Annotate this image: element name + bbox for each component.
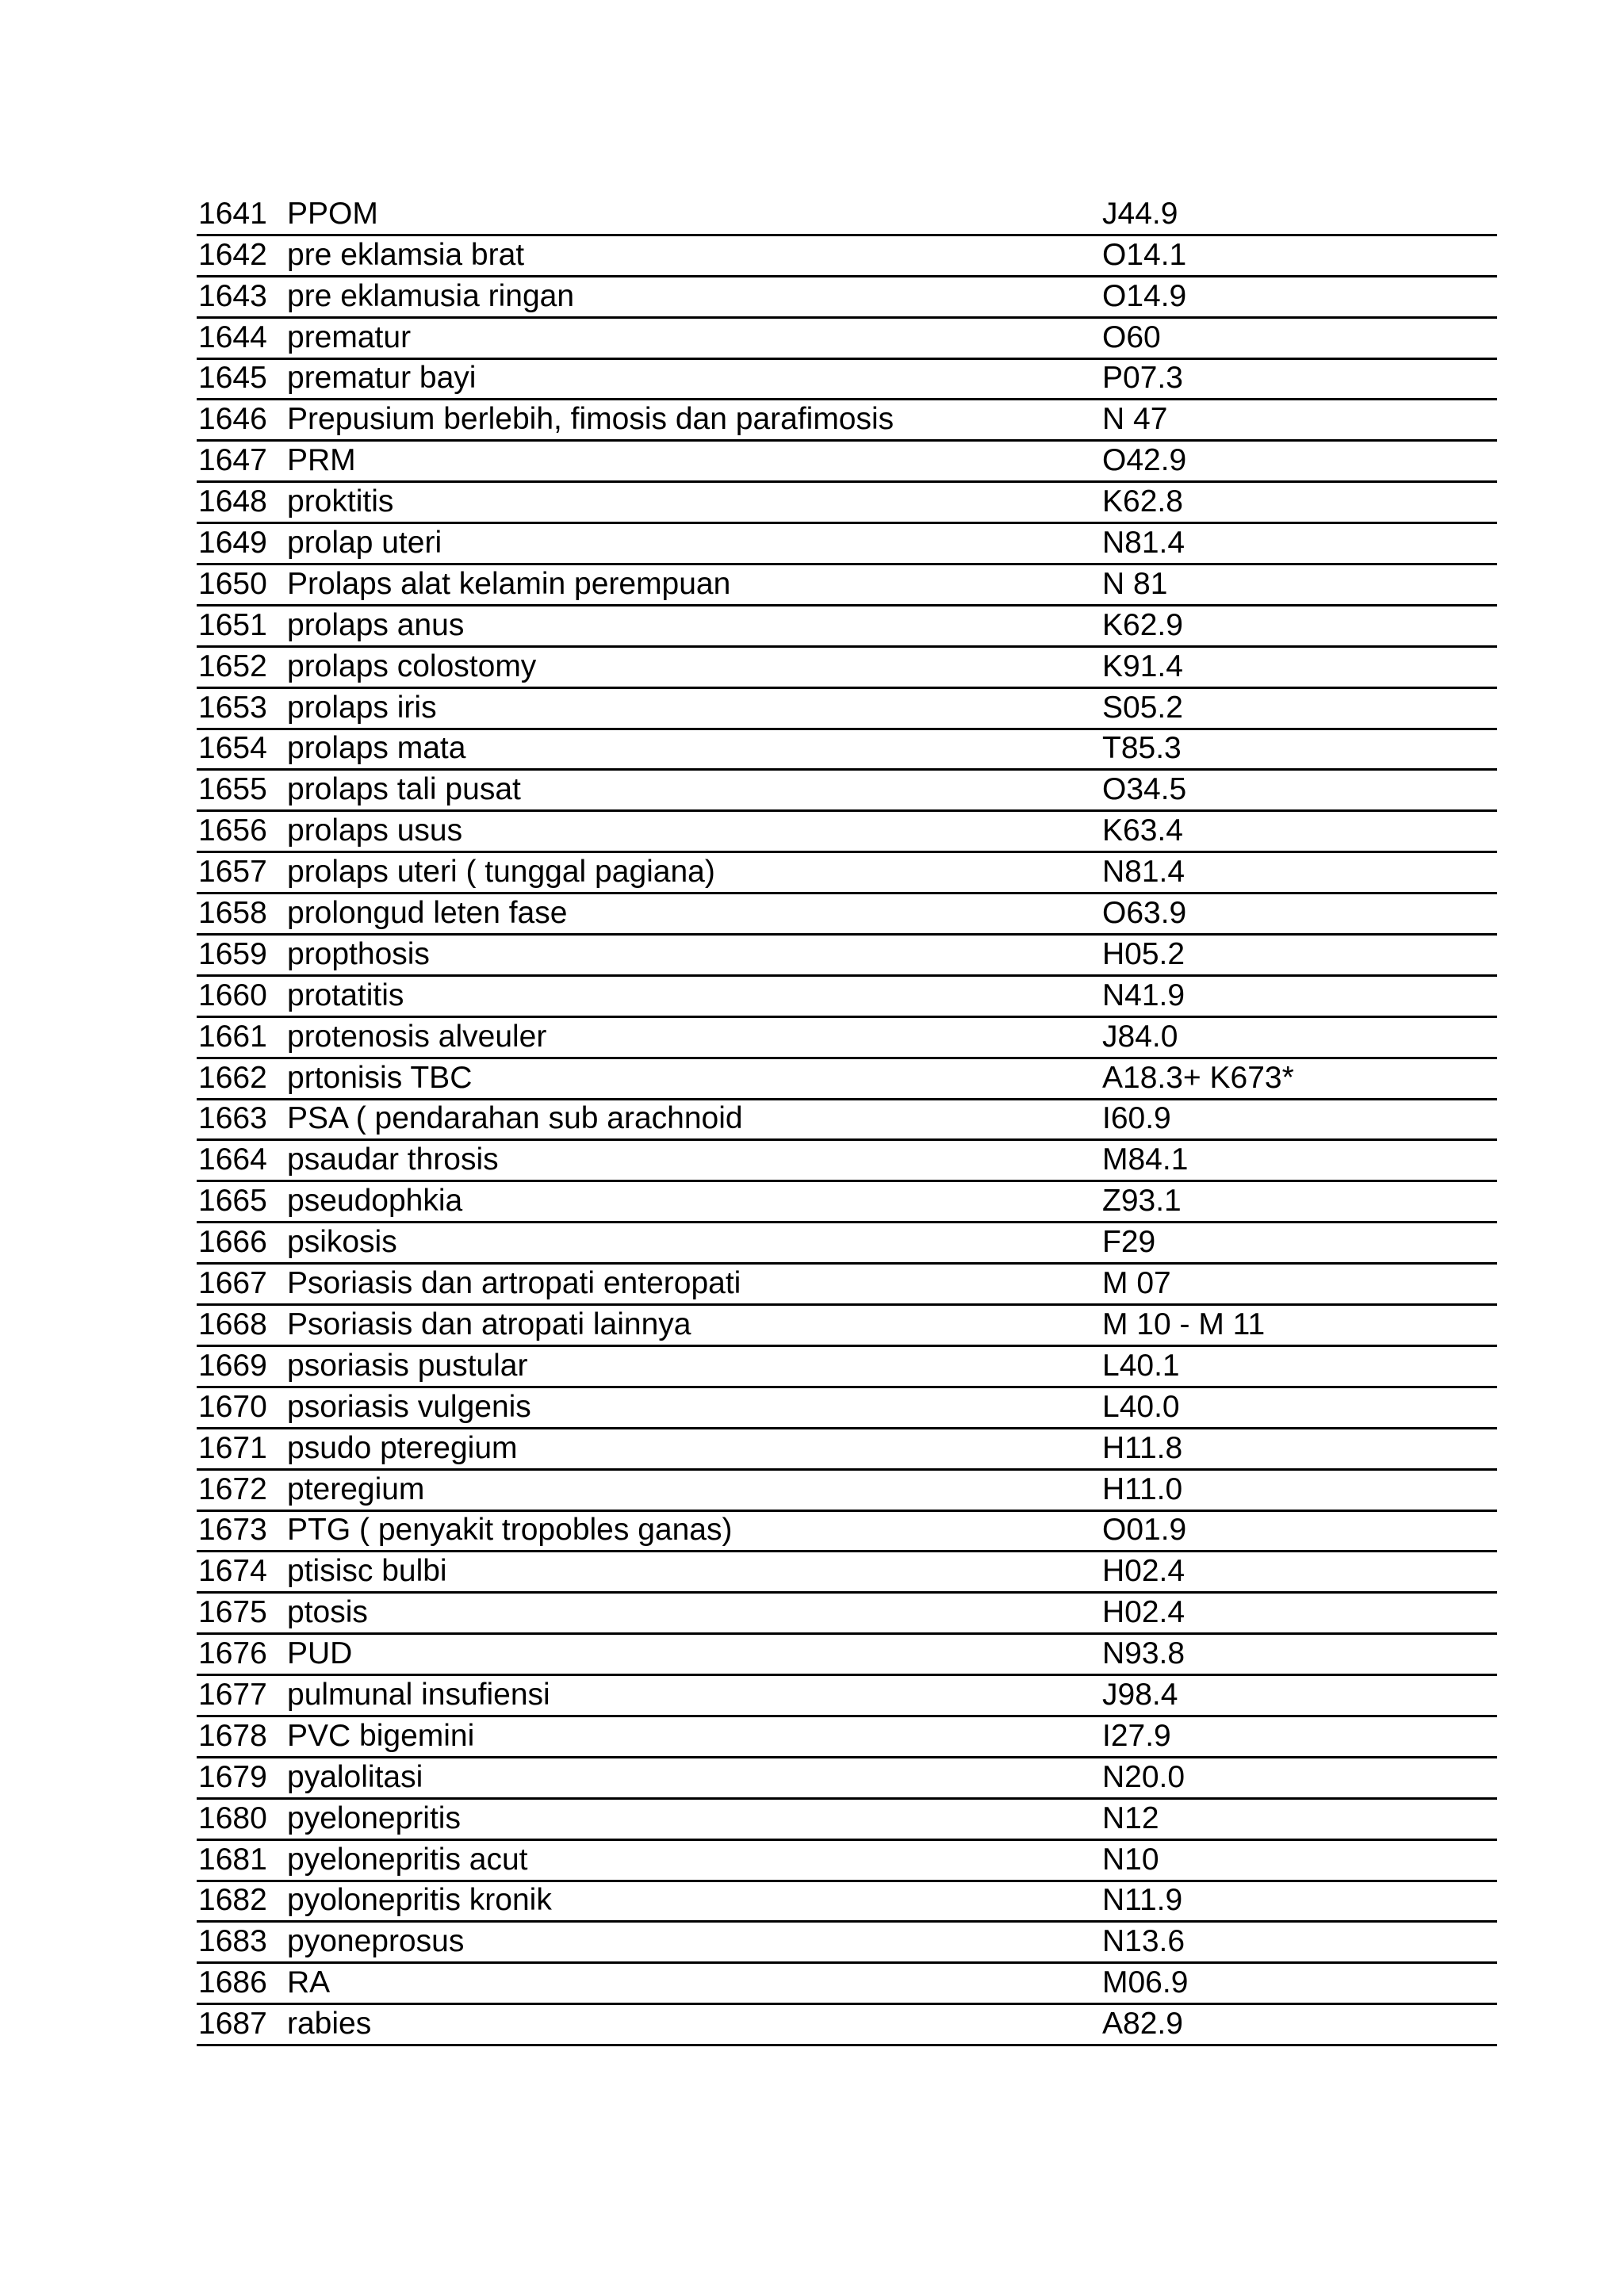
row-number: 1673 (198, 1513, 267, 1548)
row-number: 1677 (198, 1677, 267, 1712)
row-number: 1653 (198, 690, 267, 725)
icd-code: M06.9 (1102, 1965, 1189, 2000)
row-number: 1644 (198, 320, 267, 354)
diagnosis-code-table (197, 195, 1497, 2046)
table-row (197, 236, 1497, 277)
icd-code: N13.6 (1102, 1924, 1185, 1959)
table-row (197, 1100, 1497, 1142)
table-row (197, 812, 1497, 853)
diagnosis-term: RA (287, 1965, 331, 2000)
table-row (197, 442, 1497, 483)
table-row (197, 771, 1497, 812)
icd-code: P07.3 (1102, 361, 1183, 396)
row-number: 1643 (198, 278, 267, 313)
row-number: 1680 (198, 1800, 267, 1835)
icd-code: L40.0 (1102, 1389, 1180, 1424)
diagnosis-term: pyelonepritis (287, 1800, 461, 1835)
diagnosis-term: Psoriasis dan atropati lainnya (287, 1307, 691, 1341)
diagnosis-term: protatitis (287, 978, 404, 1012)
icd-code: H11.8 (1102, 1430, 1183, 1465)
row-number: 1647 (198, 443, 267, 478)
diagnosis-term: prematur bayi (287, 361, 477, 396)
icd-code: H11.0 (1102, 1471, 1183, 1506)
table-row (197, 648, 1497, 689)
table-row (197, 1758, 1497, 1800)
table-row (197, 1141, 1497, 1182)
table-row (197, 1964, 1497, 2005)
row-number: 1654 (198, 731, 267, 766)
row-number: 1681 (198, 1842, 267, 1877)
row-number: 1663 (198, 1101, 267, 1136)
row-number: 1665 (198, 1184, 267, 1219)
row-number: 1666 (198, 1225, 267, 1260)
table-row (197, 565, 1497, 607)
icd-code: N20.0 (1102, 1759, 1185, 1794)
row-number: 1659 (198, 936, 267, 971)
diagnosis-term: PSA ( pendarahan sub arachnoid (287, 1101, 743, 1136)
icd-code: L40.1 (1102, 1348, 1180, 1383)
icd-code: N12 (1102, 1800, 1159, 1835)
icd-code: N41.9 (1102, 978, 1185, 1012)
icd-code: J44.9 (1102, 196, 1178, 231)
table-row (197, 977, 1497, 1018)
diagnosis-term: PVC bigemini (287, 1718, 475, 1753)
table-row (197, 1512, 1497, 1553)
icd-code: N93.8 (1102, 1636, 1185, 1671)
row-number: 1652 (198, 649, 267, 683)
table-row (197, 1059, 1497, 1100)
row-number: 1651 (198, 607, 267, 642)
table-row (197, 277, 1497, 319)
table-row (197, 607, 1497, 648)
table-row (197, 195, 1497, 236)
icd-code: H02.4 (1102, 1554, 1185, 1589)
diagnosis-term: Prolaps alat kelamin perempuan (287, 566, 731, 601)
diagnosis-term: psikosis (287, 1225, 397, 1260)
row-number: 1667 (198, 1266, 267, 1301)
diagnosis-term: psaudar throsis (287, 1142, 499, 1177)
diagnosis-term: propthosis (287, 936, 430, 971)
diagnosis-term: Psoriasis dan artropati enteropati (287, 1266, 741, 1301)
table-row (197, 1923, 1497, 1964)
row-number: 1683 (198, 1924, 267, 1959)
diagnosis-term: psoriasis pustular (287, 1348, 528, 1383)
table-row (197, 1306, 1497, 1347)
table-row (197, 689, 1497, 730)
table-row (197, 1182, 1497, 1223)
table-row (197, 1223, 1497, 1265)
table-row (197, 1841, 1497, 1882)
diagnosis-term: prolap uteri (287, 526, 442, 561)
row-number: 1656 (198, 813, 267, 848)
row-number: 1655 (198, 772, 267, 807)
diagnosis-term: prolaps usus (287, 813, 463, 848)
diagnosis-term: pyalolitasi (287, 1759, 423, 1794)
icd-code: H05.2 (1102, 936, 1185, 971)
row-number: 1669 (198, 1348, 267, 1383)
table-row (197, 1800, 1497, 1841)
table-row (197, 319, 1497, 360)
icd-code: S05.2 (1102, 690, 1183, 725)
row-number: 1645 (198, 361, 267, 396)
diagnosis-term: Prepusium berlebih, fimosis dan parafimosis (287, 402, 894, 437)
icd-code: A82.9 (1102, 2007, 1183, 2042)
table-row (197, 853, 1497, 894)
row-number: 1664 (198, 1142, 267, 1177)
table-row (197, 1265, 1497, 1306)
icd-code: O14.1 (1102, 237, 1187, 272)
icd-code: J98.4 (1102, 1677, 1178, 1712)
icd-code: J84.0 (1102, 1019, 1178, 1054)
icd-code: N10 (1102, 1842, 1159, 1877)
icd-code: O60 (1102, 320, 1161, 354)
diagnosis-term: protenosis alveuler (287, 1019, 547, 1054)
row-number: 1674 (198, 1554, 267, 1589)
row-number: 1657 (198, 855, 267, 890)
diagnosis-term: pteregium (287, 1471, 425, 1506)
row-number: 1679 (198, 1759, 267, 1794)
icd-code: K62.8 (1102, 484, 1183, 519)
icd-code: A18.3+ K673* (1102, 1060, 1294, 1095)
diagnosis-term: pre eklamusia ringan (287, 278, 575, 313)
row-number: 1686 (198, 1965, 267, 2000)
row-number: 1675 (198, 1595, 267, 1630)
row-number: 1658 (198, 896, 267, 931)
row-number: 1642 (198, 237, 267, 272)
diagnosis-term: prolaps uteri ( tunggal pagiana) (287, 855, 715, 890)
diagnosis-term: pre eklamsia brat (287, 237, 525, 272)
diagnosis-term: prematur (287, 320, 412, 354)
table-row (197, 1552, 1497, 1594)
icd-code: N81.4 (1102, 526, 1185, 561)
row-number: 1687 (198, 2007, 267, 2042)
diagnosis-term: psudo pteregium (287, 1430, 518, 1465)
row-number: 1662 (198, 1060, 267, 1095)
icd-code: O34.5 (1102, 772, 1187, 807)
icd-code: H02.4 (1102, 1595, 1185, 1630)
icd-code: T85.3 (1102, 731, 1182, 766)
diagnosis-term: prolaps anus (287, 607, 465, 642)
table-row (197, 1429, 1497, 1471)
icd-code: N81.4 (1102, 855, 1185, 890)
row-number: 1670 (198, 1389, 267, 1424)
table-row (197, 1717, 1497, 1758)
diagnosis-term: ptisisc bulbi (287, 1554, 447, 1589)
icd-code: M84.1 (1102, 1142, 1189, 1177)
table-row (197, 2005, 1497, 2046)
diagnosis-term: prolaps tali pusat (287, 772, 521, 807)
row-number: 1671 (198, 1430, 267, 1465)
diagnosis-term: pulmunal insufiensi (287, 1677, 550, 1712)
table-row (197, 1594, 1497, 1635)
icd-code: I60.9 (1102, 1101, 1171, 1136)
icd-code: O01.9 (1102, 1513, 1187, 1548)
row-number: 1646 (198, 402, 267, 437)
table-row (197, 360, 1497, 401)
table-row (197, 400, 1497, 442)
row-number: 1648 (198, 484, 267, 519)
row-number: 1668 (198, 1307, 267, 1341)
table-row (197, 730, 1497, 771)
icd-code: N 81 (1102, 566, 1168, 601)
table-row (197, 1388, 1497, 1429)
table-row (197, 1018, 1497, 1059)
row-number: 1672 (198, 1471, 267, 1506)
diagnosis-term: PUD (287, 1636, 353, 1671)
diagnosis-term: pseudophkia (287, 1184, 463, 1219)
diagnosis-term: ptosis (287, 1595, 368, 1630)
diagnosis-term: pyolonepritis kronik (287, 1883, 552, 1918)
table-row (197, 483, 1497, 524)
row-number: 1661 (198, 1019, 267, 1054)
diagnosis-term: rabies (287, 2007, 372, 2042)
icd-code: Z93.1 (1102, 1184, 1182, 1219)
diagnosis-term: psoriasis vulgenis (287, 1389, 531, 1424)
table-row (197, 1471, 1497, 1512)
row-number: 1649 (198, 526, 267, 561)
table-row (197, 1635, 1497, 1676)
diagnosis-term: PTG ( penyakit tropobles ganas) (287, 1513, 733, 1548)
icd-code: M 10 - M 11 (1102, 1307, 1266, 1341)
diagnosis-term: PPOM (287, 196, 378, 231)
icd-code: O14.9 (1102, 278, 1187, 313)
table-row (197, 524, 1497, 565)
row-number: 1682 (198, 1883, 267, 1918)
diagnosis-term: PRM (287, 443, 356, 478)
table-row (197, 936, 1497, 977)
diagnosis-term: prolongud leten fase (287, 896, 568, 931)
diagnosis-term: prtonisis TBC (287, 1060, 473, 1095)
table-row (197, 1347, 1497, 1388)
icd-code: I27.9 (1102, 1718, 1171, 1753)
icd-code: O63.9 (1102, 896, 1187, 931)
diagnosis-term: pyoneprosus (287, 1924, 465, 1959)
diagnosis-term: pyelonepritis acut (287, 1842, 528, 1877)
table-row (197, 1882, 1497, 1923)
row-number: 1660 (198, 978, 267, 1012)
row-number: 1676 (198, 1636, 267, 1671)
row-number: 1678 (198, 1718, 267, 1753)
diagnosis-term: prolaps mata (287, 731, 466, 766)
row-number: 1641 (198, 196, 267, 231)
icd-code: K91.4 (1102, 649, 1183, 683)
icd-code: N11.9 (1102, 1883, 1183, 1918)
diagnosis-term: prolaps colostomy (287, 649, 537, 683)
icd-code: K62.9 (1102, 607, 1183, 642)
table-row (197, 1676, 1497, 1717)
icd-code: O42.9 (1102, 443, 1187, 478)
table-row (197, 894, 1497, 936)
row-number: 1650 (198, 566, 267, 601)
icd-code: K63.4 (1102, 813, 1183, 848)
icd-code: N 47 (1102, 402, 1168, 437)
diagnosis-term: proktitis (287, 484, 394, 519)
icd-code: F29 (1102, 1225, 1156, 1260)
diagnosis-term: prolaps iris (287, 690, 437, 725)
icd-code: M 07 (1102, 1266, 1171, 1301)
